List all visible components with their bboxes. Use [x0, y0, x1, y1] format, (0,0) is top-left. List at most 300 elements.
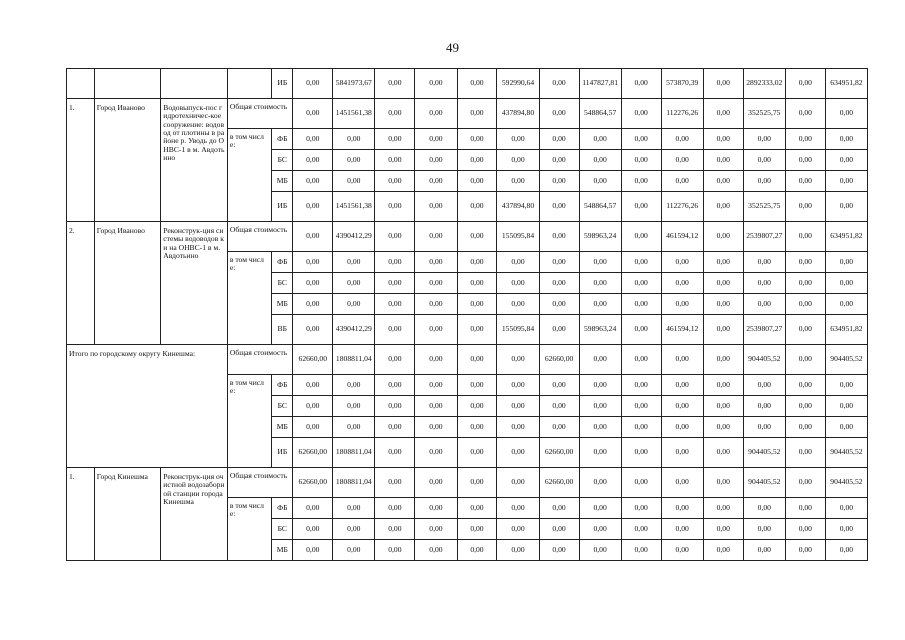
- value-cell: 0,00: [415, 540, 457, 561]
- value-cell: 62660,00: [293, 468, 333, 498]
- value-cell: 0,00: [415, 315, 457, 345]
- value-cell: 0,00: [785, 171, 825, 192]
- value-cell: 0,00: [579, 468, 621, 498]
- value-cell: 62660,00: [293, 345, 333, 375]
- page-number: 49: [446, 40, 459, 55]
- value-cell: 352525,75: [743, 192, 785, 222]
- value-cell: 0,00: [375, 468, 415, 498]
- value-cell: 155095,84: [497, 222, 539, 252]
- value-cell: 0,00: [539, 540, 579, 561]
- value-cell: 0,00: [703, 468, 743, 498]
- value-cell: 0,00: [703, 375, 743, 396]
- value-cell: 0,00: [703, 519, 743, 540]
- value-cell: 0,00: [825, 171, 867, 192]
- value-cell: 0,00: [703, 345, 743, 375]
- value-cell: 155095,84: [497, 315, 539, 345]
- value-cell: 0,00: [539, 498, 579, 519]
- value-cell: 1147827,81: [579, 69, 621, 99]
- value-cell: 0,00: [457, 171, 497, 192]
- value-cell: 0,00: [621, 468, 661, 498]
- value-cell: 0,00: [293, 192, 333, 222]
- value-cell: 0,00: [579, 498, 621, 519]
- value-cell: 0,00: [375, 171, 415, 192]
- source-cell: МБ: [272, 294, 293, 315]
- value-cell: 0,00: [415, 99, 457, 129]
- total-cost-label: Общая стоимость: [227, 345, 292, 375]
- value-cell: 0,00: [293, 396, 333, 417]
- value-cell: 0,00: [621, 417, 661, 438]
- value-cell: 0,00: [785, 273, 825, 294]
- value-cell: 0,00: [661, 252, 703, 273]
- value-cell: 0,00: [415, 294, 457, 315]
- value-cell: 0,00: [621, 273, 661, 294]
- value-cell: 634951,82: [825, 69, 867, 99]
- value-cell: 548864,57: [579, 192, 621, 222]
- value-cell: 0,00: [333, 129, 375, 150]
- value-cell: 0,00: [415, 417, 457, 438]
- value-cell: 0,00: [825, 294, 867, 315]
- value-cell: 62660,00: [293, 438, 333, 468]
- summary-title: Итого по городскому округу Кинешма:: [67, 345, 228, 468]
- value-cell: 0,00: [743, 519, 785, 540]
- value-cell: 0,00: [415, 498, 457, 519]
- value-cell: 0,00: [825, 150, 867, 171]
- value-cell: 0,00: [743, 150, 785, 171]
- value-cell: 0,00: [497, 150, 539, 171]
- value-cell: 0,00: [293, 171, 333, 192]
- value-cell: 0,00: [539, 417, 579, 438]
- value-cell: 0,00: [497, 129, 539, 150]
- value-cell: 0,00: [497, 252, 539, 273]
- value-cell: 0,00: [621, 222, 661, 252]
- value-cell: 0,00: [621, 252, 661, 273]
- value-cell: 592990,64: [497, 69, 539, 99]
- value-cell: 0,00: [785, 69, 825, 99]
- value-cell: 0,00: [703, 315, 743, 345]
- value-cell: 0,00: [703, 222, 743, 252]
- value-cell: 0,00: [415, 192, 457, 222]
- value-cell: 0,00: [415, 438, 457, 468]
- value-cell: 0,00: [457, 540, 497, 561]
- value-cell: 0,00: [579, 273, 621, 294]
- value-cell: 0,00: [621, 345, 661, 375]
- value-cell: 0,00: [743, 396, 785, 417]
- value-cell: 0,00: [621, 129, 661, 150]
- table-row: [67, 222, 868, 252]
- value-cell: 0,00: [539, 273, 579, 294]
- value-cell: 0,00: [785, 99, 825, 129]
- value-cell: 598963,24: [579, 222, 621, 252]
- value-cell: 0,00: [661, 345, 703, 375]
- value-cell: 0,00: [825, 375, 867, 396]
- value-cell: 0,00: [579, 252, 621, 273]
- value-cell: 352525,75: [743, 99, 785, 129]
- value-cell: 0,00: [661, 273, 703, 294]
- value-cell: 904405,52: [825, 438, 867, 468]
- value-cell: 0,00: [703, 69, 743, 99]
- value-cell: 0,00: [457, 498, 497, 519]
- value-cell: 0,00: [415, 150, 457, 171]
- value-cell: 0,00: [785, 222, 825, 252]
- value-cell: 0,00: [539, 396, 579, 417]
- value-cell: 0,00: [457, 252, 497, 273]
- value-cell: 0,00: [457, 273, 497, 294]
- value-cell: 0,00: [497, 396, 539, 417]
- value-cell: 0,00: [743, 498, 785, 519]
- table-row: [67, 69, 868, 99]
- table-row: [67, 345, 868, 375]
- value-cell: 0,00: [415, 222, 457, 252]
- value-cell: 0,00: [661, 150, 703, 171]
- value-cell: 0,00: [703, 273, 743, 294]
- value-cell: 0,00: [415, 129, 457, 150]
- value-cell: 0,00: [703, 99, 743, 129]
- value-cell: 461594,12: [661, 315, 703, 345]
- value-cell: 0,00: [333, 540, 375, 561]
- value-cell: 0,00: [621, 150, 661, 171]
- source-cell: ИБ: [272, 69, 293, 99]
- value-cell: 0,00: [539, 150, 579, 171]
- source-cell: МБ: [272, 171, 293, 192]
- value-cell: 0,00: [539, 294, 579, 315]
- value-cell: 0,00: [293, 69, 333, 99]
- value-cell: 0,00: [579, 417, 621, 438]
- value-cell: 0,00: [621, 438, 661, 468]
- empty-cell: [227, 69, 271, 99]
- value-cell: 0,00: [457, 345, 497, 375]
- value-cell: 0,00: [579, 129, 621, 150]
- value-cell: 0,00: [785, 129, 825, 150]
- value-cell: 0,00: [375, 396, 415, 417]
- value-cell: 0,00: [497, 540, 539, 561]
- value-cell: 904405,52: [743, 345, 785, 375]
- value-cell: 0,00: [457, 150, 497, 171]
- value-cell: 0,00: [375, 315, 415, 345]
- item-description: Реконструк-ция очистной водозаборной станции города Кинешма: [161, 468, 228, 561]
- item-number: 2.: [67, 222, 95, 345]
- value-cell: 0,00: [621, 498, 661, 519]
- source-cell: ФБ: [272, 498, 293, 519]
- value-cell: 112276,26: [661, 192, 703, 222]
- value-cell: 0,00: [703, 129, 743, 150]
- value-cell: 461594,12: [661, 222, 703, 252]
- value-cell: 0,00: [661, 498, 703, 519]
- value-cell: 0,00: [621, 99, 661, 129]
- table-row: [67, 99, 868, 129]
- value-cell: 0,00: [703, 192, 743, 222]
- value-cell: 0,00: [785, 252, 825, 273]
- value-cell: 0,00: [579, 294, 621, 315]
- value-cell: 0,00: [539, 99, 579, 129]
- value-cell: 0,00: [743, 294, 785, 315]
- value-cell: 4390412,29: [333, 222, 375, 252]
- value-cell: 0,00: [661, 171, 703, 192]
- value-cell: 62660,00: [539, 438, 579, 468]
- value-cell: 5841973,67: [333, 69, 375, 99]
- value-cell: 0,00: [825, 519, 867, 540]
- value-cell: 0,00: [661, 540, 703, 561]
- value-cell: 0,00: [415, 252, 457, 273]
- value-cell: 0,00: [661, 375, 703, 396]
- empty-cell: [67, 69, 95, 99]
- value-cell: 112276,26: [661, 99, 703, 129]
- value-cell: 0,00: [497, 438, 539, 468]
- value-cell: 0,00: [457, 375, 497, 396]
- value-cell: 0,00: [579, 540, 621, 561]
- value-cell: 0,00: [497, 294, 539, 315]
- budget-table: [66, 68, 868, 561]
- value-cell: 0,00: [539, 519, 579, 540]
- source-cell: ИБ: [272, 192, 293, 222]
- value-cell: 4390412,29: [333, 315, 375, 345]
- value-cell: 0,00: [457, 99, 497, 129]
- value-cell: 0,00: [825, 498, 867, 519]
- value-cell: 0,00: [785, 396, 825, 417]
- value-cell: 0,00: [539, 375, 579, 396]
- source-cell: ФБ: [272, 252, 293, 273]
- value-cell: 0,00: [825, 396, 867, 417]
- source-cell: БС: [272, 396, 293, 417]
- value-cell: 0,00: [497, 519, 539, 540]
- value-cell: 0,00: [457, 468, 497, 498]
- value-cell: 0,00: [375, 375, 415, 396]
- value-cell: 0,00: [743, 171, 785, 192]
- value-cell: 0,00: [661, 129, 703, 150]
- value-cell: 0,00: [415, 468, 457, 498]
- value-cell: 0,00: [333, 252, 375, 273]
- value-cell: 0,00: [375, 222, 415, 252]
- value-cell: 0,00: [375, 129, 415, 150]
- value-cell: 0,00: [293, 222, 333, 252]
- value-cell: 0,00: [457, 192, 497, 222]
- value-cell: 0,00: [703, 171, 743, 192]
- value-cell: 62660,00: [539, 345, 579, 375]
- value-cell: 0,00: [785, 519, 825, 540]
- value-cell: 0,00: [661, 519, 703, 540]
- value-cell: 0,00: [703, 438, 743, 468]
- value-cell: 0,00: [457, 417, 497, 438]
- value-cell: 0,00: [825, 192, 867, 222]
- value-cell: 0,00: [785, 498, 825, 519]
- value-cell: 0,00: [293, 129, 333, 150]
- value-cell: 0,00: [333, 375, 375, 396]
- value-cell: 0,00: [375, 150, 415, 171]
- value-cell: 0,00: [497, 498, 539, 519]
- value-cell: 904405,52: [825, 345, 867, 375]
- value-cell: 0,00: [703, 417, 743, 438]
- value-cell: 0,00: [497, 375, 539, 396]
- value-cell: 0,00: [539, 315, 579, 345]
- value-cell: 2892333,02: [743, 69, 785, 99]
- item-description: Реконструк-ция системы водоводов ки на ОНВС-1 в м. Авдотьино: [161, 222, 228, 345]
- value-cell: 0,00: [785, 294, 825, 315]
- value-cell: 0,00: [293, 294, 333, 315]
- value-cell: 0,00: [375, 69, 415, 99]
- item-number: 1.: [67, 99, 95, 222]
- value-cell: 0,00: [539, 192, 579, 222]
- value-cell: 0,00: [457, 315, 497, 345]
- value-cell: 0,00: [703, 396, 743, 417]
- value-cell: 0,00: [579, 519, 621, 540]
- value-cell: 904405,52: [825, 468, 867, 498]
- empty-cell: [94, 69, 161, 99]
- value-cell: 0,00: [743, 375, 785, 396]
- value-cell: 0,00: [825, 252, 867, 273]
- value-cell: 0,00: [621, 375, 661, 396]
- value-cell: 0,00: [497, 171, 539, 192]
- value-cell: 0,00: [497, 345, 539, 375]
- source-cell: МБ: [272, 540, 293, 561]
- value-cell: 0,00: [743, 417, 785, 438]
- value-cell: 0,00: [621, 192, 661, 222]
- value-cell: 0,00: [375, 417, 415, 438]
- including-label: в том числе:: [227, 129, 271, 222]
- value-cell: 0,00: [457, 129, 497, 150]
- source-cell: ИБ: [272, 438, 293, 468]
- value-cell: 0,00: [825, 99, 867, 129]
- value-cell: 0,00: [621, 69, 661, 99]
- value-cell: 0,00: [661, 396, 703, 417]
- value-cell: 0,00: [375, 345, 415, 375]
- value-cell: 0,00: [375, 252, 415, 273]
- value-cell: 0,00: [293, 273, 333, 294]
- value-cell: 0,00: [621, 519, 661, 540]
- item-number: 1.: [67, 468, 95, 561]
- value-cell: 0,00: [579, 171, 621, 192]
- value-cell: 0,00: [293, 375, 333, 396]
- value-cell: 0,00: [785, 417, 825, 438]
- value-cell: 0,00: [293, 99, 333, 129]
- value-cell: 0,00: [293, 315, 333, 345]
- value-cell: 0,00: [457, 519, 497, 540]
- value-cell: 0,00: [415, 171, 457, 192]
- value-cell: 0,00: [333, 273, 375, 294]
- source-cell: БС: [272, 519, 293, 540]
- value-cell: 0,00: [579, 396, 621, 417]
- value-cell: 0,00: [457, 396, 497, 417]
- value-cell: 1451561,38: [333, 192, 375, 222]
- value-cell: 0,00: [415, 396, 457, 417]
- item-place: Город Иваново: [94, 222, 161, 345]
- value-cell: 0,00: [661, 468, 703, 498]
- value-cell: 1808811,04: [333, 438, 375, 468]
- value-cell: 0,00: [415, 69, 457, 99]
- value-cell: 0,00: [293, 498, 333, 519]
- value-cell: 0,00: [415, 273, 457, 294]
- value-cell: 0,00: [743, 252, 785, 273]
- value-cell: 0,00: [703, 252, 743, 273]
- value-cell: 0,00: [661, 294, 703, 315]
- value-cell: 1808811,04: [333, 345, 375, 375]
- item-description: Водовыпуск-пос гидротехничес-кое сооружение: водовод от плотины в районе р. Уводь до ОНВС-1 в м. Авдотьино: [161, 99, 228, 222]
- value-cell: 0,00: [785, 375, 825, 396]
- value-cell: 0,00: [785, 540, 825, 561]
- item-place: Город Иваново: [94, 99, 161, 222]
- value-cell: 2539807,27: [743, 315, 785, 345]
- value-cell: 0,00: [293, 150, 333, 171]
- value-cell: 437894,80: [497, 99, 539, 129]
- value-cell: 0,00: [825, 273, 867, 294]
- value-cell: 0,00: [415, 345, 457, 375]
- value-cell: 0,00: [333, 417, 375, 438]
- value-cell: 0,00: [579, 375, 621, 396]
- value-cell: 0,00: [457, 438, 497, 468]
- empty-cell: [161, 69, 228, 99]
- value-cell: 1451561,38: [333, 99, 375, 129]
- value-cell: 0,00: [375, 99, 415, 129]
- value-cell: 548864,57: [579, 99, 621, 129]
- value-cell: 0,00: [825, 129, 867, 150]
- value-cell: 573870,39: [661, 69, 703, 99]
- value-cell: 0,00: [539, 69, 579, 99]
- value-cell: 0,00: [293, 417, 333, 438]
- value-cell: 0,00: [375, 294, 415, 315]
- value-cell: 62660,00: [539, 468, 579, 498]
- value-cell: 0,00: [785, 150, 825, 171]
- value-cell: 0,00: [785, 468, 825, 498]
- source-cell: БС: [272, 150, 293, 171]
- value-cell: 0,00: [703, 498, 743, 519]
- value-cell: 0,00: [785, 438, 825, 468]
- value-cell: 0,00: [785, 192, 825, 222]
- value-cell: 0,00: [457, 222, 497, 252]
- value-cell: 0,00: [825, 417, 867, 438]
- value-cell: 634951,82: [825, 315, 867, 345]
- value-cell: 2539807,27: [743, 222, 785, 252]
- value-cell: 598963,24: [579, 315, 621, 345]
- value-cell: 0,00: [539, 252, 579, 273]
- value-cell: 0,00: [579, 150, 621, 171]
- value-cell: 0,00: [375, 273, 415, 294]
- value-cell: 0,00: [293, 519, 333, 540]
- value-cell: 904405,52: [743, 468, 785, 498]
- value-cell: 0,00: [579, 345, 621, 375]
- value-cell: 0,00: [333, 519, 375, 540]
- value-cell: 0,00: [825, 540, 867, 561]
- value-cell: 0,00: [497, 468, 539, 498]
- value-cell: 0,00: [743, 540, 785, 561]
- value-cell: 0,00: [375, 438, 415, 468]
- value-cell: 634951,82: [825, 222, 867, 252]
- value-cell: 0,00: [703, 294, 743, 315]
- table-row: [67, 468, 868, 498]
- value-cell: 0,00: [743, 129, 785, 150]
- value-cell: 0,00: [661, 417, 703, 438]
- value-cell: 0,00: [785, 315, 825, 345]
- source-cell: БС: [272, 273, 293, 294]
- including-label: в том числе:: [227, 375, 271, 468]
- source-cell: МБ: [272, 417, 293, 438]
- value-cell: 0,00: [457, 69, 497, 99]
- source-cell: ФБ: [272, 129, 293, 150]
- item-place: Город Кинешма: [94, 468, 161, 561]
- value-cell: 0,00: [375, 519, 415, 540]
- value-cell: 0,00: [333, 150, 375, 171]
- value-cell: 0,00: [415, 375, 457, 396]
- value-cell: 0,00: [621, 294, 661, 315]
- value-cell: 904405,52: [743, 438, 785, 468]
- value-cell: 0,00: [785, 345, 825, 375]
- value-cell: 0,00: [333, 498, 375, 519]
- value-cell: 0,00: [333, 294, 375, 315]
- value-cell: 0,00: [457, 294, 497, 315]
- value-cell: 0,00: [539, 222, 579, 252]
- value-cell: 0,00: [375, 192, 415, 222]
- value-cell: 0,00: [539, 129, 579, 150]
- including-label: в том числе:: [227, 252, 271, 345]
- value-cell: 0,00: [621, 540, 661, 561]
- value-cell: 0,00: [375, 498, 415, 519]
